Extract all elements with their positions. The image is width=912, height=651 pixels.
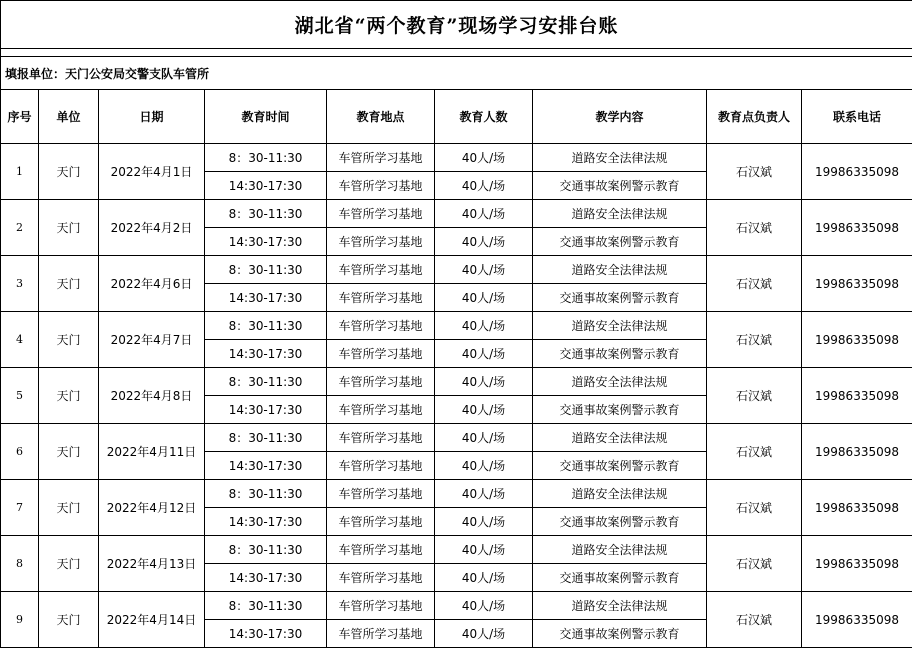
- content-cell: 道路安全法律法规: [533, 312, 707, 340]
- content-cell: 交通事故案例警示教育: [533, 172, 707, 200]
- table-row: [1, 592, 912, 620]
- seq-cell: 4: [1, 312, 39, 368]
- place-cell: 车管所学习基地: [327, 144, 435, 172]
- time-cell: 14:30-17:30: [205, 284, 327, 312]
- time-cell: 8：30-11:30: [205, 480, 327, 508]
- header-leader: 教育点负责人: [707, 90, 802, 144]
- place-cell: 车管所学习基地: [327, 480, 435, 508]
- time-cell: 14:30-17:30: [205, 340, 327, 368]
- content-cell: 交通事故案例警示教育: [533, 564, 707, 592]
- seq-cell: 8: [1, 536, 39, 592]
- header-phone: 联系电话: [802, 90, 912, 144]
- content-cell: 道路安全法律法规: [533, 368, 707, 396]
- count-cell: 40人/场: [435, 508, 533, 536]
- time-cell: 8：30-11:30: [205, 368, 327, 396]
- seq-cell: 1: [1, 144, 39, 200]
- header-date: 日期: [99, 90, 205, 144]
- content-cell: 交通事故案例警示教育: [533, 228, 707, 256]
- time-cell: 8：30-11:30: [205, 592, 327, 620]
- place-cell: 车管所学习基地: [327, 312, 435, 340]
- time-cell: 14:30-17:30: [205, 508, 327, 536]
- header-row: [1, 90, 912, 144]
- header-unit: 单位: [39, 90, 99, 144]
- spacer-row: [1, 49, 912, 57]
- count-cell: 40人/场: [435, 228, 533, 256]
- phone-cell: 19986335098: [802, 480, 912, 536]
- seq-cell: 2: [1, 200, 39, 256]
- place-cell: 车管所学习基地: [327, 284, 435, 312]
- header-seq: 序号: [1, 90, 39, 144]
- count-cell: 40人/场: [435, 256, 533, 284]
- time-cell: 14:30-17:30: [205, 564, 327, 592]
- place-cell: 车管所学习基地: [327, 396, 435, 424]
- count-cell: 40人/场: [435, 592, 533, 620]
- content-cell: 交通事故案例警示教育: [533, 452, 707, 480]
- time-cell: 8：30-11:30: [205, 312, 327, 340]
- count-cell: 40人/场: [435, 172, 533, 200]
- date-cell: 2022年4月2日: [99, 200, 205, 256]
- date-cell: 2022年4月6日: [99, 256, 205, 312]
- place-cell: 车管所学习基地: [327, 508, 435, 536]
- unit-cell: 天门: [39, 144, 99, 200]
- count-cell: 40人/场: [435, 564, 533, 592]
- content-cell: 交通事故案例警示教育: [533, 284, 707, 312]
- unit-cell: 天门: [39, 536, 99, 592]
- count-cell: 40人/场: [435, 284, 533, 312]
- time-cell: 14:30-17:30: [205, 396, 327, 424]
- time-cell: 8：30-11:30: [205, 256, 327, 284]
- count-cell: 40人/场: [435, 620, 533, 648]
- content-cell: 交通事故案例警示教育: [533, 396, 707, 424]
- time-cell: 14:30-17:30: [205, 172, 327, 200]
- table-row: [1, 256, 912, 284]
- leader-cell: 石汉斌: [707, 200, 802, 256]
- time-cell: 14:30-17:30: [205, 620, 327, 648]
- unit-cell: 天门: [39, 256, 99, 312]
- unit-cell: 天门: [39, 592, 99, 648]
- date-cell: 2022年4月14日: [99, 592, 205, 648]
- phone-cell: 19986335098: [802, 424, 912, 480]
- date-cell: 2022年4月11日: [99, 424, 205, 480]
- seq-cell: 5: [1, 368, 39, 424]
- date-cell: 2022年4月7日: [99, 312, 205, 368]
- count-cell: 40人/场: [435, 480, 533, 508]
- place-cell: 车管所学习基地: [327, 536, 435, 564]
- count-cell: 40人/场: [435, 368, 533, 396]
- table-row: [1, 312, 912, 340]
- table-row: [1, 536, 912, 564]
- content-cell: 交通事故案例警示教育: [533, 620, 707, 648]
- date-cell: 2022年4月12日: [99, 480, 205, 536]
- place-cell: 车管所学习基地: [327, 340, 435, 368]
- unit-cell: 天门: [39, 312, 99, 368]
- content-cell: 道路安全法律法规: [533, 144, 707, 172]
- place-cell: 车管所学习基地: [327, 424, 435, 452]
- count-cell: 40人/场: [435, 312, 533, 340]
- place-cell: 车管所学习基地: [327, 592, 435, 620]
- reporting-unit: 填报单位：天门公安局交警支队车管所: [1, 57, 912, 90]
- unit-cell: 天门: [39, 200, 99, 256]
- content-cell: 道路安全法律法规: [533, 480, 707, 508]
- date-cell: 2022年4月13日: [99, 536, 205, 592]
- place-cell: 车管所学习基地: [327, 228, 435, 256]
- table-row: [1, 480, 912, 508]
- time-cell: 8：30-11:30: [205, 200, 327, 228]
- date-cell: 2022年4月8日: [99, 368, 205, 424]
- count-cell: 40人/场: [435, 424, 533, 452]
- place-cell: 车管所学习基地: [327, 200, 435, 228]
- leader-cell: 石汉斌: [707, 368, 802, 424]
- count-cell: 40人/场: [435, 200, 533, 228]
- header-count: 教育人数: [435, 90, 533, 144]
- leader-cell: 石汉斌: [707, 312, 802, 368]
- table-row: [1, 368, 912, 396]
- seq-cell: 6: [1, 424, 39, 480]
- place-cell: 车管所学习基地: [327, 564, 435, 592]
- count-cell: 40人/场: [435, 144, 533, 172]
- time-cell: 14:30-17:30: [205, 228, 327, 256]
- phone-cell: 19986335098: [802, 200, 912, 256]
- place-cell: 车管所学习基地: [327, 368, 435, 396]
- table-row: [1, 424, 912, 452]
- phone-cell: 19986335098: [802, 592, 912, 648]
- content-cell: 道路安全法律法规: [533, 424, 707, 452]
- place-cell: 车管所学习基地: [327, 172, 435, 200]
- page-title: 湖北省“两个教育”现场学习安排台账: [1, 1, 912, 49]
- count-cell: 40人/场: [435, 536, 533, 564]
- unit-cell: 天门: [39, 480, 99, 536]
- phone-cell: 19986335098: [802, 144, 912, 200]
- leader-cell: 石汉斌: [707, 144, 802, 200]
- seq-cell: 7: [1, 480, 39, 536]
- content-cell: 交通事故案例警示教育: [533, 508, 707, 536]
- time-cell: 14:30-17:30: [205, 452, 327, 480]
- leader-cell: 石汉斌: [707, 424, 802, 480]
- content-cell: 道路安全法律法规: [533, 200, 707, 228]
- leader-cell: 石汉斌: [707, 480, 802, 536]
- leader-cell: 石汉斌: [707, 256, 802, 312]
- place-cell: 车管所学习基地: [327, 620, 435, 648]
- count-cell: 40人/场: [435, 396, 533, 424]
- content-cell: 道路安全法律法规: [533, 592, 707, 620]
- time-cell: 8：30-11:30: [205, 144, 327, 172]
- seq-cell: 3: [1, 256, 39, 312]
- content-cell: 道路安全法律法规: [533, 536, 707, 564]
- place-cell: 车管所学习基地: [327, 452, 435, 480]
- header-time: 教育时间: [205, 90, 327, 144]
- content-cell: 道路安全法律法规: [533, 256, 707, 284]
- header-content: 教学内容: [533, 90, 707, 144]
- place-cell: 车管所学习基地: [327, 256, 435, 284]
- content-cell: 交通事故案例警示教育: [533, 340, 707, 368]
- leader-cell: 石汉斌: [707, 536, 802, 592]
- time-cell: 8：30-11:30: [205, 424, 327, 452]
- phone-cell: 19986335098: [802, 368, 912, 424]
- unit-cell: 天门: [39, 368, 99, 424]
- date-cell: 2022年4月1日: [99, 144, 205, 200]
- table-row: [1, 144, 912, 172]
- seq-cell: 9: [1, 592, 39, 648]
- phone-cell: 19986335098: [802, 536, 912, 592]
- table-row: [1, 200, 912, 228]
- time-cell: 8：30-11:30: [205, 536, 327, 564]
- leader-cell: 石汉斌: [707, 592, 802, 648]
- count-cell: 40人/场: [435, 340, 533, 368]
- unit-cell: 天门: [39, 424, 99, 480]
- phone-cell: 19986335098: [802, 312, 912, 368]
- phone-cell: 19986335098: [802, 256, 912, 312]
- header-place: 教育地点: [327, 90, 435, 144]
- count-cell: 40人/场: [435, 452, 533, 480]
